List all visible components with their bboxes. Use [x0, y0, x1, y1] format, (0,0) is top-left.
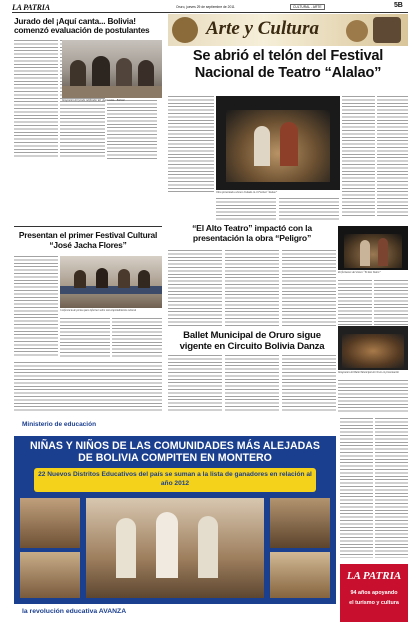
section-banner-title: Arte y Cultura [206, 18, 319, 39]
education-ad [14, 418, 336, 622]
article3-caption: Conferencia de prensa para informar sobre este emprendimiento cultural [60, 309, 137, 312]
promo-logo: LA PATRIA [346, 570, 402, 582]
article1-photo [62, 40, 162, 98]
article5-col4 [338, 380, 408, 414]
article5-col1 [168, 355, 222, 413]
ad-photo-left2 [20, 552, 80, 598]
article4-col5 [374, 280, 408, 328]
article3-col-bottom [14, 362, 162, 412]
article3-col3 [112, 318, 162, 358]
dateline: Oruro, jueves 29 de septiembre de 2011 [176, 5, 235, 9]
article3-col2 [60, 318, 110, 358]
ad-headline: NIÑAS Y NIÑOS DE LAS COMUNIDADES MÁS ALEJADAS DE BOLIVIA COMPITEN EN MONTERO [30, 440, 320, 464]
article5-photo [338, 326, 408, 370]
ad-photo-right [270, 498, 330, 548]
article2-photo [216, 96, 340, 190]
article2-caption: Obra presentada a elenco invitado en el Festival “Alalao” [216, 191, 278, 194]
ad-photo-left [20, 498, 80, 548]
promo-box [340, 564, 408, 622]
article5-caption: Integrantes del Ballet Municipal de Oruro en presentación [338, 371, 399, 374]
article2-col3 [342, 96, 375, 216]
section-banner [168, 14, 408, 46]
article3-photo [60, 256, 162, 308]
article4-col1 [168, 250, 222, 328]
article4-caption: Performance del elenco “El Alto Teatro” [338, 271, 381, 274]
ad-photo-center [86, 498, 264, 598]
article4-col3 [282, 250, 336, 328]
masthead-rule [12, 12, 408, 13]
article1-col1 [14, 40, 58, 158]
article2-col-bottom2 [279, 198, 339, 220]
ad-photo-right2 [270, 552, 330, 598]
article1-col3 [107, 100, 157, 160]
ministerio-logo: Ministerio de educación [22, 421, 97, 428]
article5-col5 [340, 418, 373, 558]
article3-rule [14, 226, 162, 227]
article5-col3 [282, 355, 336, 413]
article4-photo [338, 226, 408, 270]
article2-col1 [168, 96, 214, 194]
article3-col1 [14, 256, 58, 356]
article2-col-bottom1 [216, 198, 276, 220]
article2-col4 [377, 96, 408, 216]
page-number: 5B [394, 2, 403, 9]
masthead-logo: LA PATRIA [12, 3, 50, 12]
section-label: CULTURAL - ARTE [290, 4, 325, 10]
article1-headline: Jurado del ¡Aquí canta... Bolivia! comenzó evaluación de postulantes [14, 16, 150, 36]
article3-headline: Presentan el primer Festival Cultural “José Jacha Flores” [18, 230, 158, 250]
promo-line2: el turismo y cultura [349, 600, 399, 606]
article1-caption: Integrantes del jurado calificador del ¡Aquí canta... Bolivia! [62, 99, 125, 102]
article2-headline: Se abrió el telón del Festival Nacional de Teatro “Alalao” [192, 48, 384, 81]
article5-col2 [225, 355, 279, 413]
article4-headline: “El Alto Teatro” impactó con la presentación la obra “Peligro” [192, 223, 312, 243]
article5-col6 [375, 418, 408, 558]
article5-headline: Ballet Municipal de Oruro sigue vigente en Circuito Bolivia Danza [179, 330, 325, 352]
article4-col4 [338, 280, 372, 328]
ad-subhead: 22 Nuevos Distritos Educativos del país se suman a la lista de ganadores en relación al año 2012 [38, 471, 312, 487]
article4-col2 [225, 250, 279, 328]
ad-footer: la revolución educativa AVANZA [22, 608, 127, 615]
promo-line1: 94 años apoyando [350, 590, 398, 596]
